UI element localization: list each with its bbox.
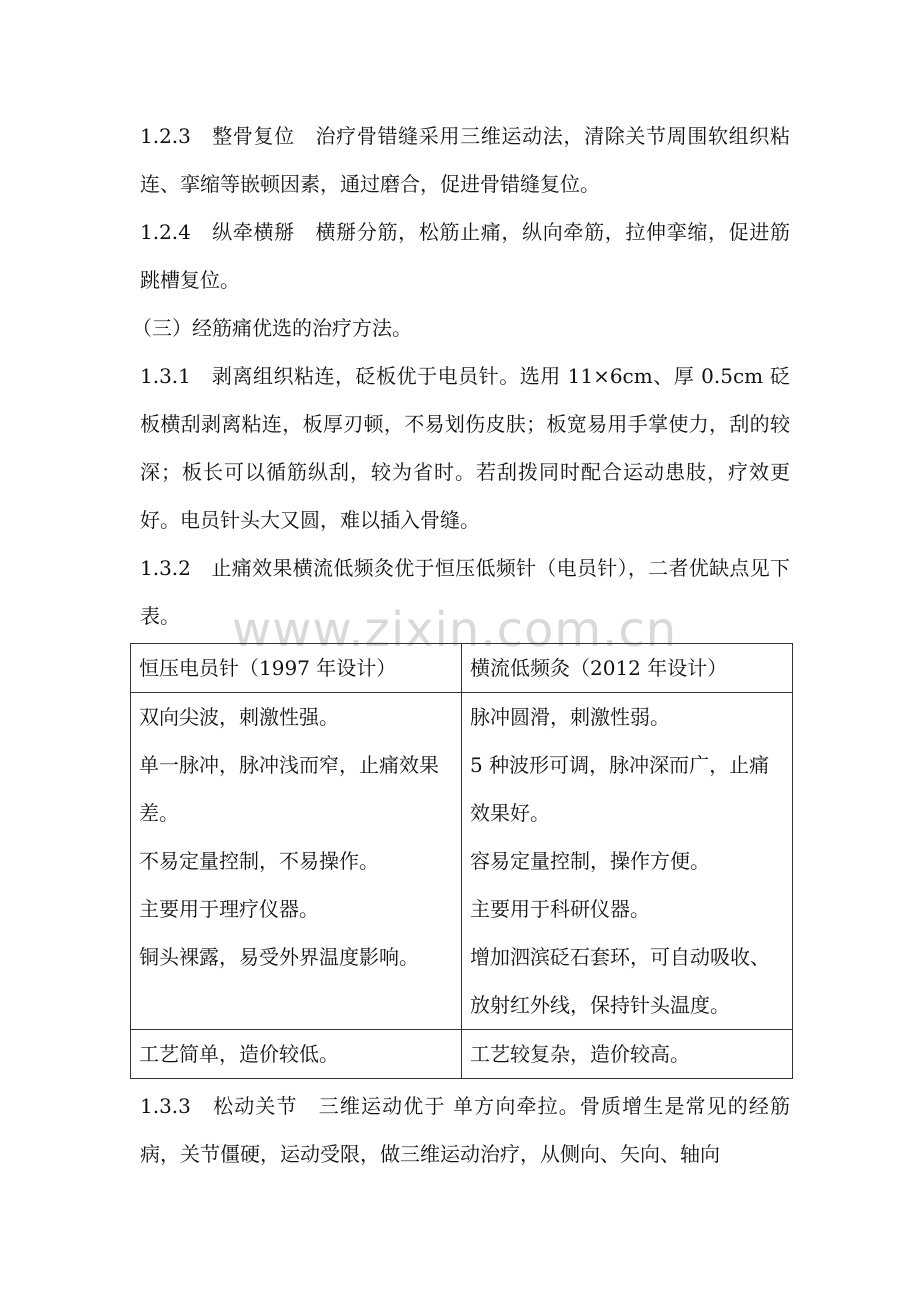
table-header-right: 横流低频灸（2012 年设计） — [462, 644, 793, 693]
table-body-row — [131, 693, 793, 1030]
paragraph-1-3-1: 1.3.1 剥离组织粘连，砭板优于电员针。选用 11×6cm、厚 0.5cm 砭板横刮剥离粘连，板厚刃顿，不易划伤皮肤；板宽易用手掌使力，刮的较深；板长可以循筋纵刮，较为省时。若刮拨同时配合运动患肢，疗效更好。电员针头大又圆，难以插入骨缝。 — [140, 364, 790, 532]
paragraph-1-3-3: 1.3.3 松动关节 三维运动优于 单方向牵拉。骨质增生是常见的经筋病，关节僵硬，运动受限，做三维运动治疗，从侧向、矢向、轴向 — [140, 1094, 790, 1166]
table-footer-right: 工艺较复杂，造价较高。 — [462, 1030, 793, 1079]
comparison-table — [130, 643, 793, 1079]
table-body-right — [462, 693, 793, 1030]
table-footer-left: 工艺简单，造价较低。 — [131, 1030, 462, 1079]
paragraph-1-3-2: 1.3.2 止痛效果横流低频灸优于恒压低频针（电员针），二者优缺点见下表。 — [140, 556, 790, 628]
table-body-left — [131, 693, 462, 1030]
table-cell-line: 铜头裸露，易受外界温度影响。 — [139, 945, 419, 969]
table-cell-line: 脉冲圆滑，刺激性弱。 — [470, 705, 670, 729]
paragraph-1-2-3: 1.2.3 整骨复位 治疗骨错缝采用三维运动法，清除关节周围软组织粘连、挛缩等嵌顿因素，通过磨合，促进骨错缝复位。 — [140, 124, 790, 196]
watermark: www.zixin.com.cn — [232, 602, 678, 658]
table-cell-line: 双向尖波，刺激性强。 — [139, 705, 339, 729]
table-header-row — [131, 644, 793, 693]
table-cell-line: 不易定量控制，不易操作。 — [139, 849, 379, 873]
table-cell-line: 5 种波形可调，脉冲深而广，止痛效果好。 — [470, 753, 770, 825]
table-footer-row — [131, 1030, 793, 1079]
table-cell-line: 容易定量控制，操作方便。 — [470, 849, 710, 873]
table-cell-line: 主要用于理疗仪器。 — [139, 897, 319, 921]
table-cell-line: 增加泗滨砭石套环，可自动吸收、放射红外线，保持针头温度。 — [470, 945, 770, 1017]
table-header-left: 恒压电员针（1997 年设计） — [131, 644, 462, 693]
table-cell-line: 主要用于科研仪器。 — [470, 897, 650, 921]
table-cell-line: 单一脉冲，脉冲浅而窄，止痛效果差。 — [139, 753, 439, 825]
section-heading-3: （三）经筋痛优选的治疗方法。 — [132, 316, 412, 340]
paragraph-1-2-4: 1.2.4 纵牵横掰 横掰分筋，松筋止痛，纵向牵筋，拉伸挛缩，促进筋跳槽复位。 — [140, 220, 790, 292]
